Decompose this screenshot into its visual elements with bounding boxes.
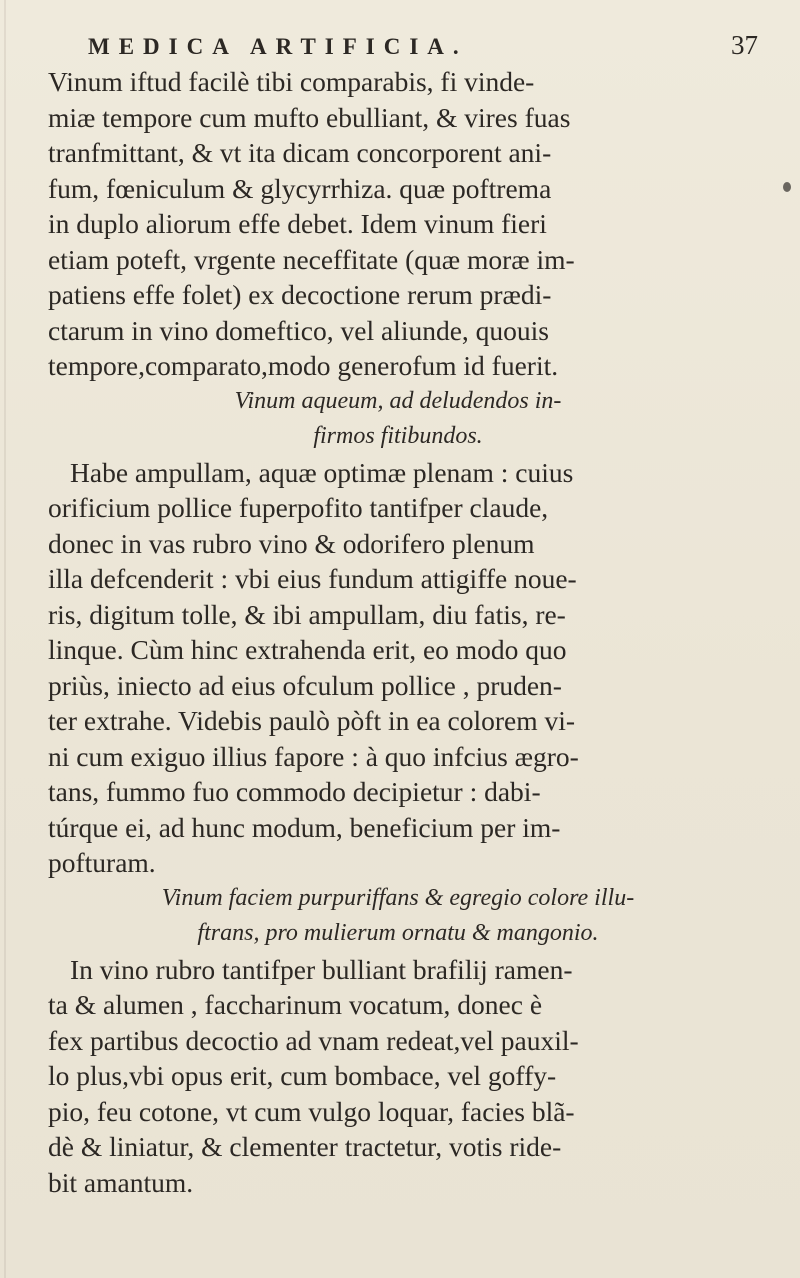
section-heading-line: ftrans, pro mulierum ornatu & mangonio. (197, 920, 599, 946)
text-line: ctarum in vino domeftico, vel aliunde, quouis (48, 314, 550, 346)
text-line: túrque ei, ad hunc modum, beneficium per im- (48, 811, 561, 843)
text-line: bit amantum. (48, 1166, 194, 1198)
text-line: pio, feu cotone, vt cum vulgo loquar, facies blã- (48, 1095, 575, 1127)
text-line: in duplo aliorum effe debet. Idem vinum fieri (48, 208, 547, 239)
page-number: 37 (731, 30, 758, 60)
text-line: ni cum exiguo illius fapore : à quo infcius ægro- (48, 740, 579, 772)
page-header (62, 28, 762, 68)
section-heading-line: firmos fitibundos. (313, 423, 483, 449)
text-line: miæ tempore cum mufto ebulliant, & vires fuas (48, 101, 571, 133)
text-line: fex partibus decoctio ad vnam redeat,vel pauxil- (48, 1024, 579, 1056)
text-line: linque. Cùm hinc extrahenda erit, eo modo quo (48, 634, 567, 665)
page-body-text (48, 64, 748, 1200)
text-line: priùs, iniecto ad eius ofculum pollice , pruden- (48, 669, 562, 701)
text-line: orificium pollice fuperpofito tantifper claude, (48, 492, 549, 523)
text-line: patiens effe folet) ex decoctione rerum prædi- (48, 279, 552, 310)
text-line: etiam poteft, vrgente neceffitate (quæ moræ im- (48, 243, 575, 275)
text-line: donec in vas rubro vino & odorifero plenum (48, 527, 535, 559)
text-line: lo plus,vbi opus erit, cum bombace, vel goffy- (48, 1060, 557, 1091)
paragraph-first-line: Habe ampullam, aquæ optimæ plenam : cuius (70, 456, 574, 488)
text-line: tempore,comparato,modo generofum id fuerit. (48, 350, 559, 381)
text-line: Vinum iftud facilè tibi comparabis, fi vinde- (48, 66, 535, 97)
section-heading-line: Vinum aqueum, ad deludendos in- (234, 387, 562, 414)
page-edge-shadow (4, 0, 6, 1278)
text-line: ta & alumen , faccharinum vocatum, donec è (48, 989, 543, 1020)
text-line: dè & liniatur, & clementer tractetur, votis ride- (48, 1131, 562, 1162)
text-line: pofturam. (48, 847, 156, 878)
ink-spot (783, 182, 791, 192)
section-heading-line: Vinum faciem purpuriffans & egregio colore illu- (161, 884, 635, 911)
text-line: ris, digitum tolle, & ibi ampullam, diu fatis, re- (48, 598, 566, 630)
text-line: illa defcenderit : vbi eius fundum attigiffe noue- (48, 563, 577, 594)
paragraph-first-line: In vino rubro tantifper bulliant brafilij ramen- (70, 953, 573, 985)
text-line: tranfmittant, & vt ita dicam concorporent ani- (48, 137, 552, 168)
text-line: fum, fœniculum & glycyrrhiza. quæ poftrema (48, 172, 552, 204)
text-line: ter extrahe. Videbis paulò pòft in ea colorem vi- (48, 705, 576, 736)
text-line: tans, fummo fuo commodo decipietur : dabi- (48, 776, 541, 807)
running-head: MEDICA ARTIFICIA. (88, 34, 468, 59)
